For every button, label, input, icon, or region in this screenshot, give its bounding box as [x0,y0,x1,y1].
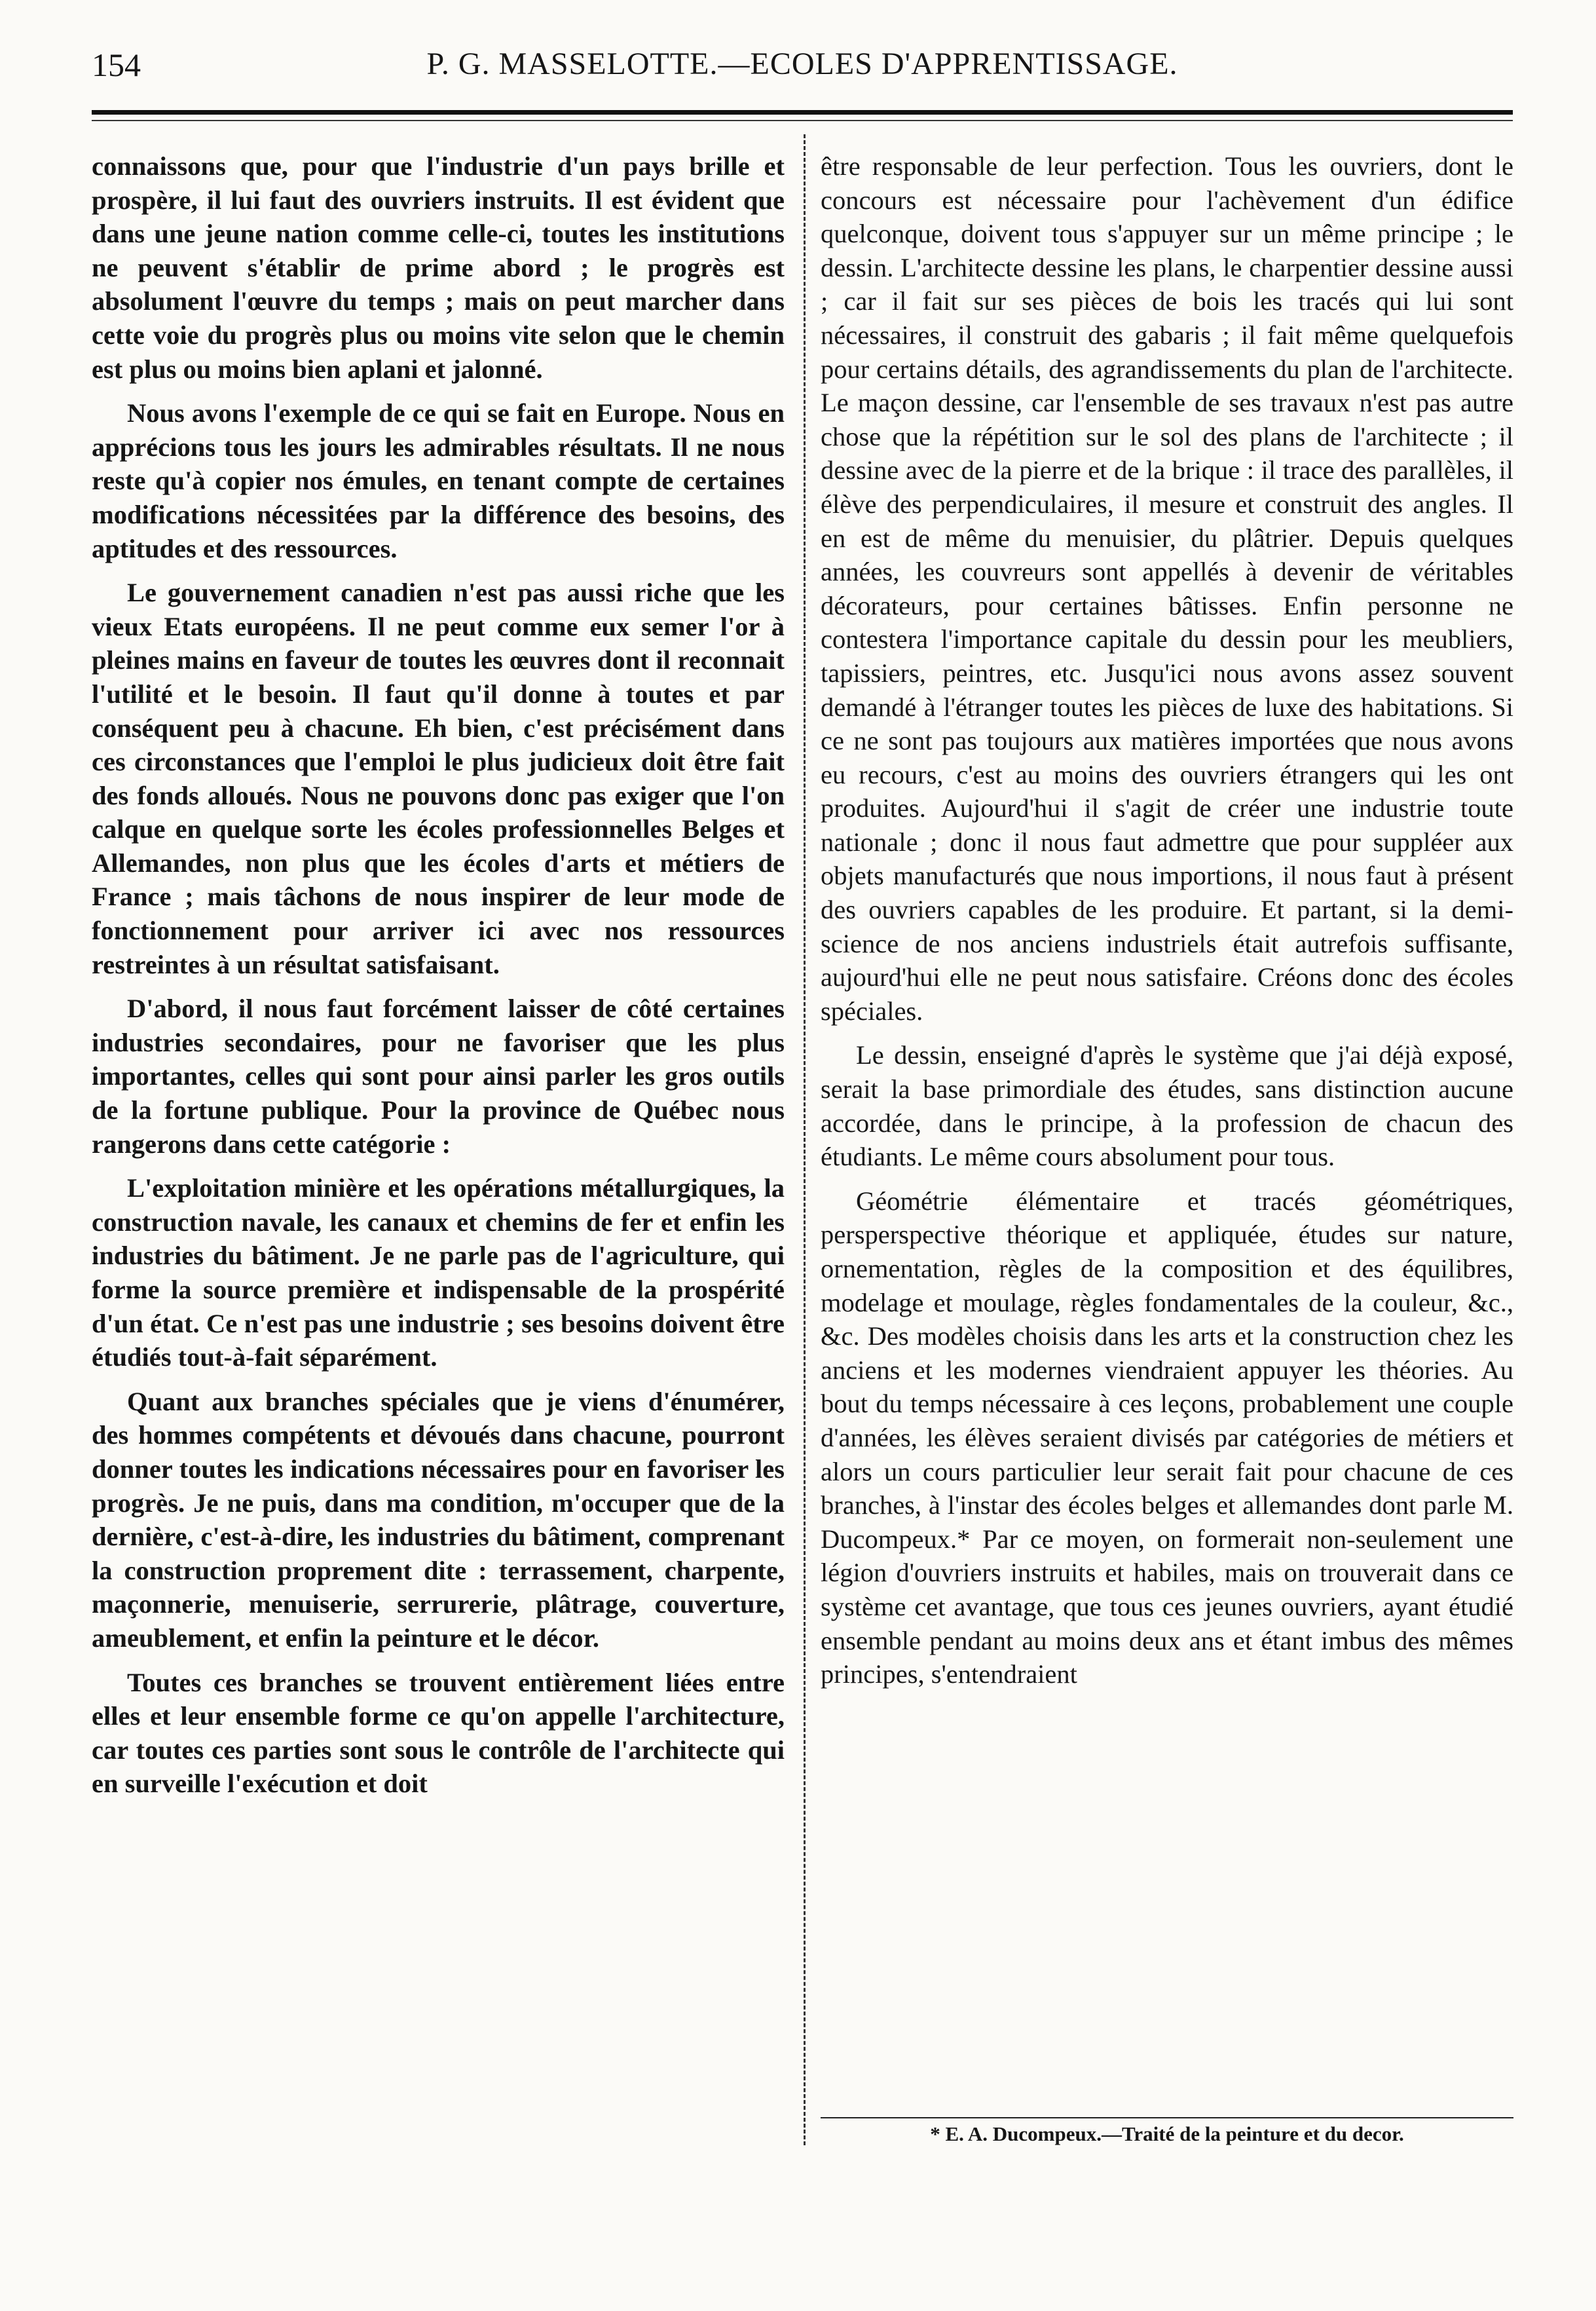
footnote: * E. A. Ducompeux.—Traité de la peinture et du decor. [930,2122,1404,2145]
right-paragraph-2: Le dessin, enseigné d'après le système que j'ai déjà exposé, serait la base primordiale des études, sans distinction aucune accordée, dans le principe, à la profession de chacun des étudiants. Le même cours absolument pour tous. [821,1040,1513,1172]
left-paragraph-5: L'exploitation minière et les opérations métallurgiques, la construction navale, les canaux et chemins de fer et enfin les industries du bâtiment. Je ne parle pas de l'agriculture, qui forme la source première et indispensable de la prospérité d'un état. Ce n'est pas une industrie ; ses besoins doivent être étudiés tout-à-fait séparément. [92,1173,785,1372]
page-number: 154 [92,47,141,83]
left-paragraph-7: Toutes ces branches se trouvent entièrement liées entre elles et leur ensemble forme ce qu'on appelle l'architecture, car toutes ces parties sont sous le contrôle de l'architecte qui en surveille l'exécution et doit [92,1667,785,1799]
left-paragraph-4: D'abord, il nous faut forcément laisser de côté certaines industries secondaires, pour ne favoriser que les plus importantes, celles qui sont pour ainsi parler les gros outils de la fortune publique. Pour la province de Québec nous rangerons dans cette catégorie : [92,994,785,1159]
header-rule-thin [92,120,1513,121]
page-header [92,46,1513,85]
left-column [92,149,785,1811]
right-paragraph-3: Géométrie élémentaire et tracés géométriques, persperspective théorique et appliquée, études sur nature, ornementation, règles de la composition et des équilibres, modelage et moulage, règles fondamentales de la couleur, &c., &c. Des modèles choisis dans les arts et la construction chez les anciens et les modernes viendraient appuyer les théories. Au bout du temps nécessaire à ces leçons, probablement une couple d'années, les élèves seraient divisés par catégories de métiers et alors un cours particulier leur serait fait pour chacune de ces branches, à l'instar des écoles belges et allemandes dont parle M. Ducompeux.* Par ce moyen, on formerait non-seulement une légion d'ouvriers instruits et habiles, mais on trouverait dans ce système cet avantage, que tous ces jeunes ouvriers, ayant étudié ensemble pendant au moins deux ans et étant imbus des mêmes principes, s'entendraient [821,1186,1513,1689]
right-column [821,149,1513,1702]
running-title: P. G. MASSELOTTE.—ECOLES D'APPRENTISSAGE. [426,47,1178,81]
left-paragraph-1: connaissons que, pour que l'industrie d'un pays brille et prospère, il lui faut des ouvriers instruits. Il est évident que dans une jeune nation comme celle-ci, toutes les institutions ne peuvent s'établir de prime abord ; le progrès est absolument l'œuvre du temps ; mais on peut marcher dans cette voie du progrès plus ou moins vite selon que le chemin est plus ou moins bien aplani et jalonné. [92,151,785,384]
column-divider [804,134,806,2145]
left-paragraph-2: Nous avons l'exemple de ce qui se fait en Europe. Nous en apprécions tous les jours les admirables résultats. Il ne nous reste qu'à copier nos émules, en tenant compte de certaines modifications nécessitées par la différence des besoins, des aptitudes et des ressources. [92,398,785,563]
right-paragraph-1: être responsable de leur perfection. Tous les ouvriers, dont le concours est nécessaire pour l'achèvement d'un édifice quelconque, doivent tous s'appuyer sur un même principe ; le dessin. L'architecte dessine les plans, le charpentier dessine aussi ; car il fait sur ses pièces de bois les tracés qui lui sont nécessaires, il construit des gabaris ; il fait même quelquefois pour certains détails, des agrandissements du plan de l'architecte. Le maçon dessine, car l'ensemble de ses travaux n'est pas autre chose que la répétition sur le sol des plans de l'architecte ; il dessine avec de la pierre et de la brique : il trace des parallèles, il élève des perpendiculaires, il mesure et construit des angles. Il en est de même du menuisier, du plâtrier. Depuis quelques années, les couvreurs sont appellés à devenir de véritables décorateurs, pour certaines bâtisses. Enfin personne ne contestera l'importance capitale du dessin pour les meubliers, tapissiers, peintres, etc. Jusqu'ici nous avons assez souvent demandé à l'étranger toutes les pièces de luxe des habitations. Si ce ne sont pas toujours aux matières importées que nous avons eu recours, c'est au moins des ouvriers étrangers qui les ont produites. Aujourd'hui il s'agit de créer une industrie toute nationale ; donc il nous faut admettre que pour suppléer aux objets manufacturés que nous importions, il nous faut à présent des ouvriers capables de les produire. Et partant, si la demi-science de nos anciens industriels était autrefois suffisante, aujourd'hui elle ne peut nous satisfaire. Créons donc des écoles spéciales. [821,151,1513,1026]
header-rule-thick [92,110,1513,115]
left-paragraph-6: Quant aux branches spéciales que je viens d'énumérer, des hommes compétents et dévoués dans chacune, pourront donner toutes les indications nécessaires pour en favoriser les progrès. Je ne puis, dans ma condition, m'occuper que de la dernière, c'est-à-dire, les industries du bâtiment, comprenant la construction proprement dite : terrassement, charpente, maçonnerie, menuiserie, serrurerie, plâtrage, couverture, ameublement, et enfin la peinture et le décor. [92,1386,785,1653]
left-paragraph-3: Le gouvernement canadien n'est pas aussi riche que les vieux Etats européens. Il ne peut comme eux semer l'or à pleines mains en faveur de toutes les œuvres dont il reconnait l'utilité et le besoin. Il faut qu'il donne à toutes et par conséquent peu à chacune. Eh bien, c'est précisément dans ces circonstances que l'emploi le plus judicieux doit être fait des fonds alloués. Nous ne pouvons donc pas exiger que l'on calque en quelque sorte les écoles professionnelles Belges et Allemandes, non plus que les écoles d'arts et métiers de France ; mais tâchons de nous inspirer de leur mode de fonctionnement pour arriver ici avec nos ressources restreintes à un résultat satisfaisant. [92,578,785,979]
footnote-rule [821,2117,1513,2118]
